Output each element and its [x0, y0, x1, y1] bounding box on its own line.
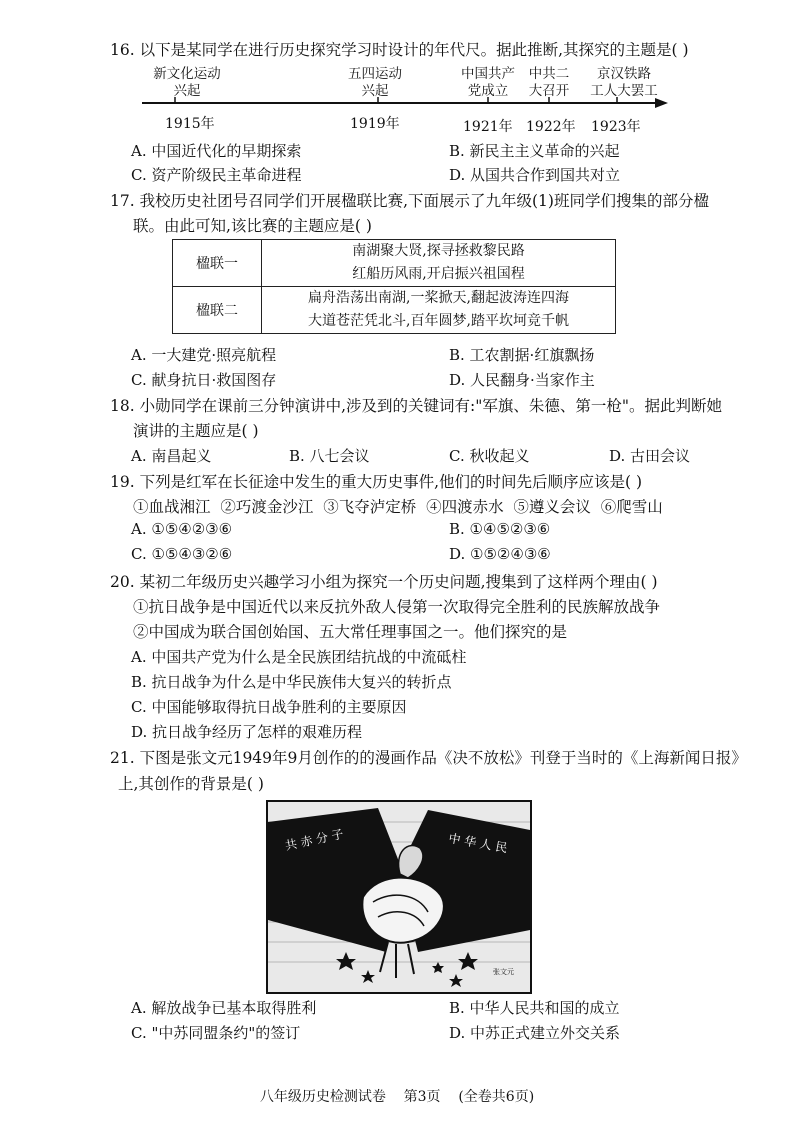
q20-reason-1: ①抗日战争是中国近代以来反抗外敌人侵第一次取得完全胜利的民族解放战争 [133, 598, 661, 616]
couplet-line: 南湖聚大贤,探寻拯救黎民路 [352, 243, 525, 259]
q20-stem: 20. 某初二年级历史兴趣学习小组为探究一个历史问题,搜集到了这样两个理由( ) [110, 573, 658, 591]
svg-text:中 华 人 民: 中 华 人 民 [447, 831, 509, 856]
q18-stem-line1: 18. 小勋同学在课前三分钟演讲中,涉及到的关键词有:"军旗、朱德、第一枪"。据此判断她 [110, 397, 722, 415]
timeline-event-5: 京汉铁路 工人大罢工 [590, 66, 658, 99]
q19-option-a[interactable]: A. ①⑤④②③⑥ [131, 520, 233, 538]
table-row [173, 240, 616, 287]
timeline-event-2: 五四运动 兴起 [348, 66, 402, 99]
q17-option-c[interactable]: C. 献身抗日·救国图存 [131, 371, 277, 389]
couplet-label: 楹联二 [173, 287, 262, 334]
timeline-event-4: 中共二 大召开 [528, 66, 570, 99]
timeline-year-3: 1921年 [463, 119, 513, 135]
q19-stem: 19. 下列是红军在长征途中发生的重大历史事件,他们的时间先后顺序应该是( ) [110, 473, 643, 491]
q20-option-d[interactable]: D. 抗日战争经历了怎样的艰难历程 [131, 723, 363, 741]
couplet-line: 红船历风雨,开启振兴祖国程 [352, 266, 525, 282]
q18-option-d[interactable]: D. 古田会议 [609, 447, 691, 465]
q16-option-c[interactable]: C. 资产阶级民主革命进程 [131, 166, 302, 184]
q19-option-b[interactable]: B. ①④⑤②③⑥ [449, 520, 551, 538]
svg-text:张文元: 张文元 [493, 968, 514, 976]
timeline-event-3: 中国共产 党成立 [461, 66, 515, 99]
couplet-text [262, 287, 616, 334]
q17-stem-line2: 联。由此可知,该比赛的主题应是( ) [133, 217, 372, 235]
q21-option-a[interactable]: A. 解放战争已基本取得胜利 [131, 999, 317, 1017]
couplet-line: 扁舟浩荡出南湖,一桨掀天,翻起波涛连四海 [308, 290, 569, 306]
q16-option-b[interactable]: B. 新民主主义革命的兴起 [449, 142, 620, 160]
q17-option-d[interactable]: D. 人民翻身·当家作主 [449, 371, 595, 389]
q19-option-c[interactable]: C. ①⑤④③②⑥ [131, 545, 233, 563]
page-footer: 八年级历史检测试卷 第3页 (全卷共6页) [259, 1089, 535, 1105]
q20-option-b[interactable]: B. 抗日战争为什么是中华民族伟大复兴的转折点 [131, 673, 452, 691]
q19-option-d[interactable]: D. ①⑤②④③⑥ [449, 545, 551, 563]
couplet-line: 大道苍茫凭北斗,百年圆梦,踏平坎坷竞千帆 [308, 313, 569, 329]
timeline-year-1: 1915年 [165, 116, 215, 132]
couplet-label: 楹联一 [173, 240, 262, 287]
q18-option-b[interactable]: B. 八七会议 [289, 447, 370, 465]
couplet-table [172, 239, 616, 334]
q18-option-a[interactable]: A. 南昌起义 [131, 447, 212, 465]
q17-option-b[interactable]: B. 工农割据·红旗飘扬 [449, 346, 595, 364]
q19-events: ①血战湘江 ②巧渡金沙江 ③飞夺泸定桥 ④四渡赤水 ⑤遵义会议 ⑥爬雪山 [133, 498, 663, 516]
q16-option-a[interactable]: A. 中国近代化的早期探索 [131, 142, 302, 160]
q18-option-c[interactable]: C. 秋收起义 [449, 447, 530, 465]
q21-option-d[interactable]: D. 中苏正式建立外交关系 [449, 1024, 621, 1042]
cartoon-image [266, 800, 532, 994]
svg-text:共 赤 分 子: 共 赤 分 子 [283, 826, 345, 853]
q17-option-a[interactable]: A. 一大建党·照亮航程 [131, 346, 277, 364]
table-row [173, 287, 616, 334]
q17-stem-line1: 17. 我校历史社团号召同学们开展楹联比赛,下面展示了九年级(1)班同学们搜集的部分楹 [110, 192, 709, 210]
q20-option-c[interactable]: C. 中国能够取得抗日战争胜利的主要原因 [131, 698, 407, 716]
q20-option-a[interactable]: A. 中国共产党为什么是全民族团结抗战的中流砥柱 [131, 648, 467, 666]
q16-option-d[interactable]: D. 从国共合作到国共对立 [449, 166, 621, 184]
q21-stem-line2: 上,其创作的背景是( ) [118, 775, 264, 793]
couplet-text [262, 240, 616, 287]
q20-reason-2: ②中国成为联合国创始国、五大常任理事国之一。他们探究的是 [133, 623, 568, 641]
q21-option-b[interactable]: B. 中华人民共和国的成立 [449, 999, 620, 1017]
timeline-event-1: 新文化运动 兴起 [153, 66, 221, 99]
timeline-year-5: 1923年 [591, 119, 641, 135]
timeline-year-4: 1922年 [526, 119, 576, 135]
q18-stem-line2: 演讲的主题应是( ) [133, 422, 259, 440]
q21-option-c[interactable]: C. "中苏同盟条约"的签订 [131, 1024, 301, 1042]
timeline-year-2: 1919年 [350, 116, 400, 132]
q16-stem: 16. 以下是某同学在进行历史探究学习时设计的年代尺。据此推断,其探究的主题是( ) [110, 41, 689, 59]
q21-stem-line1: 21. 下图是张文元1949年9月创作的的漫画作品《决不放松》刊登于当时的《上海新闻日报》 [110, 749, 747, 767]
